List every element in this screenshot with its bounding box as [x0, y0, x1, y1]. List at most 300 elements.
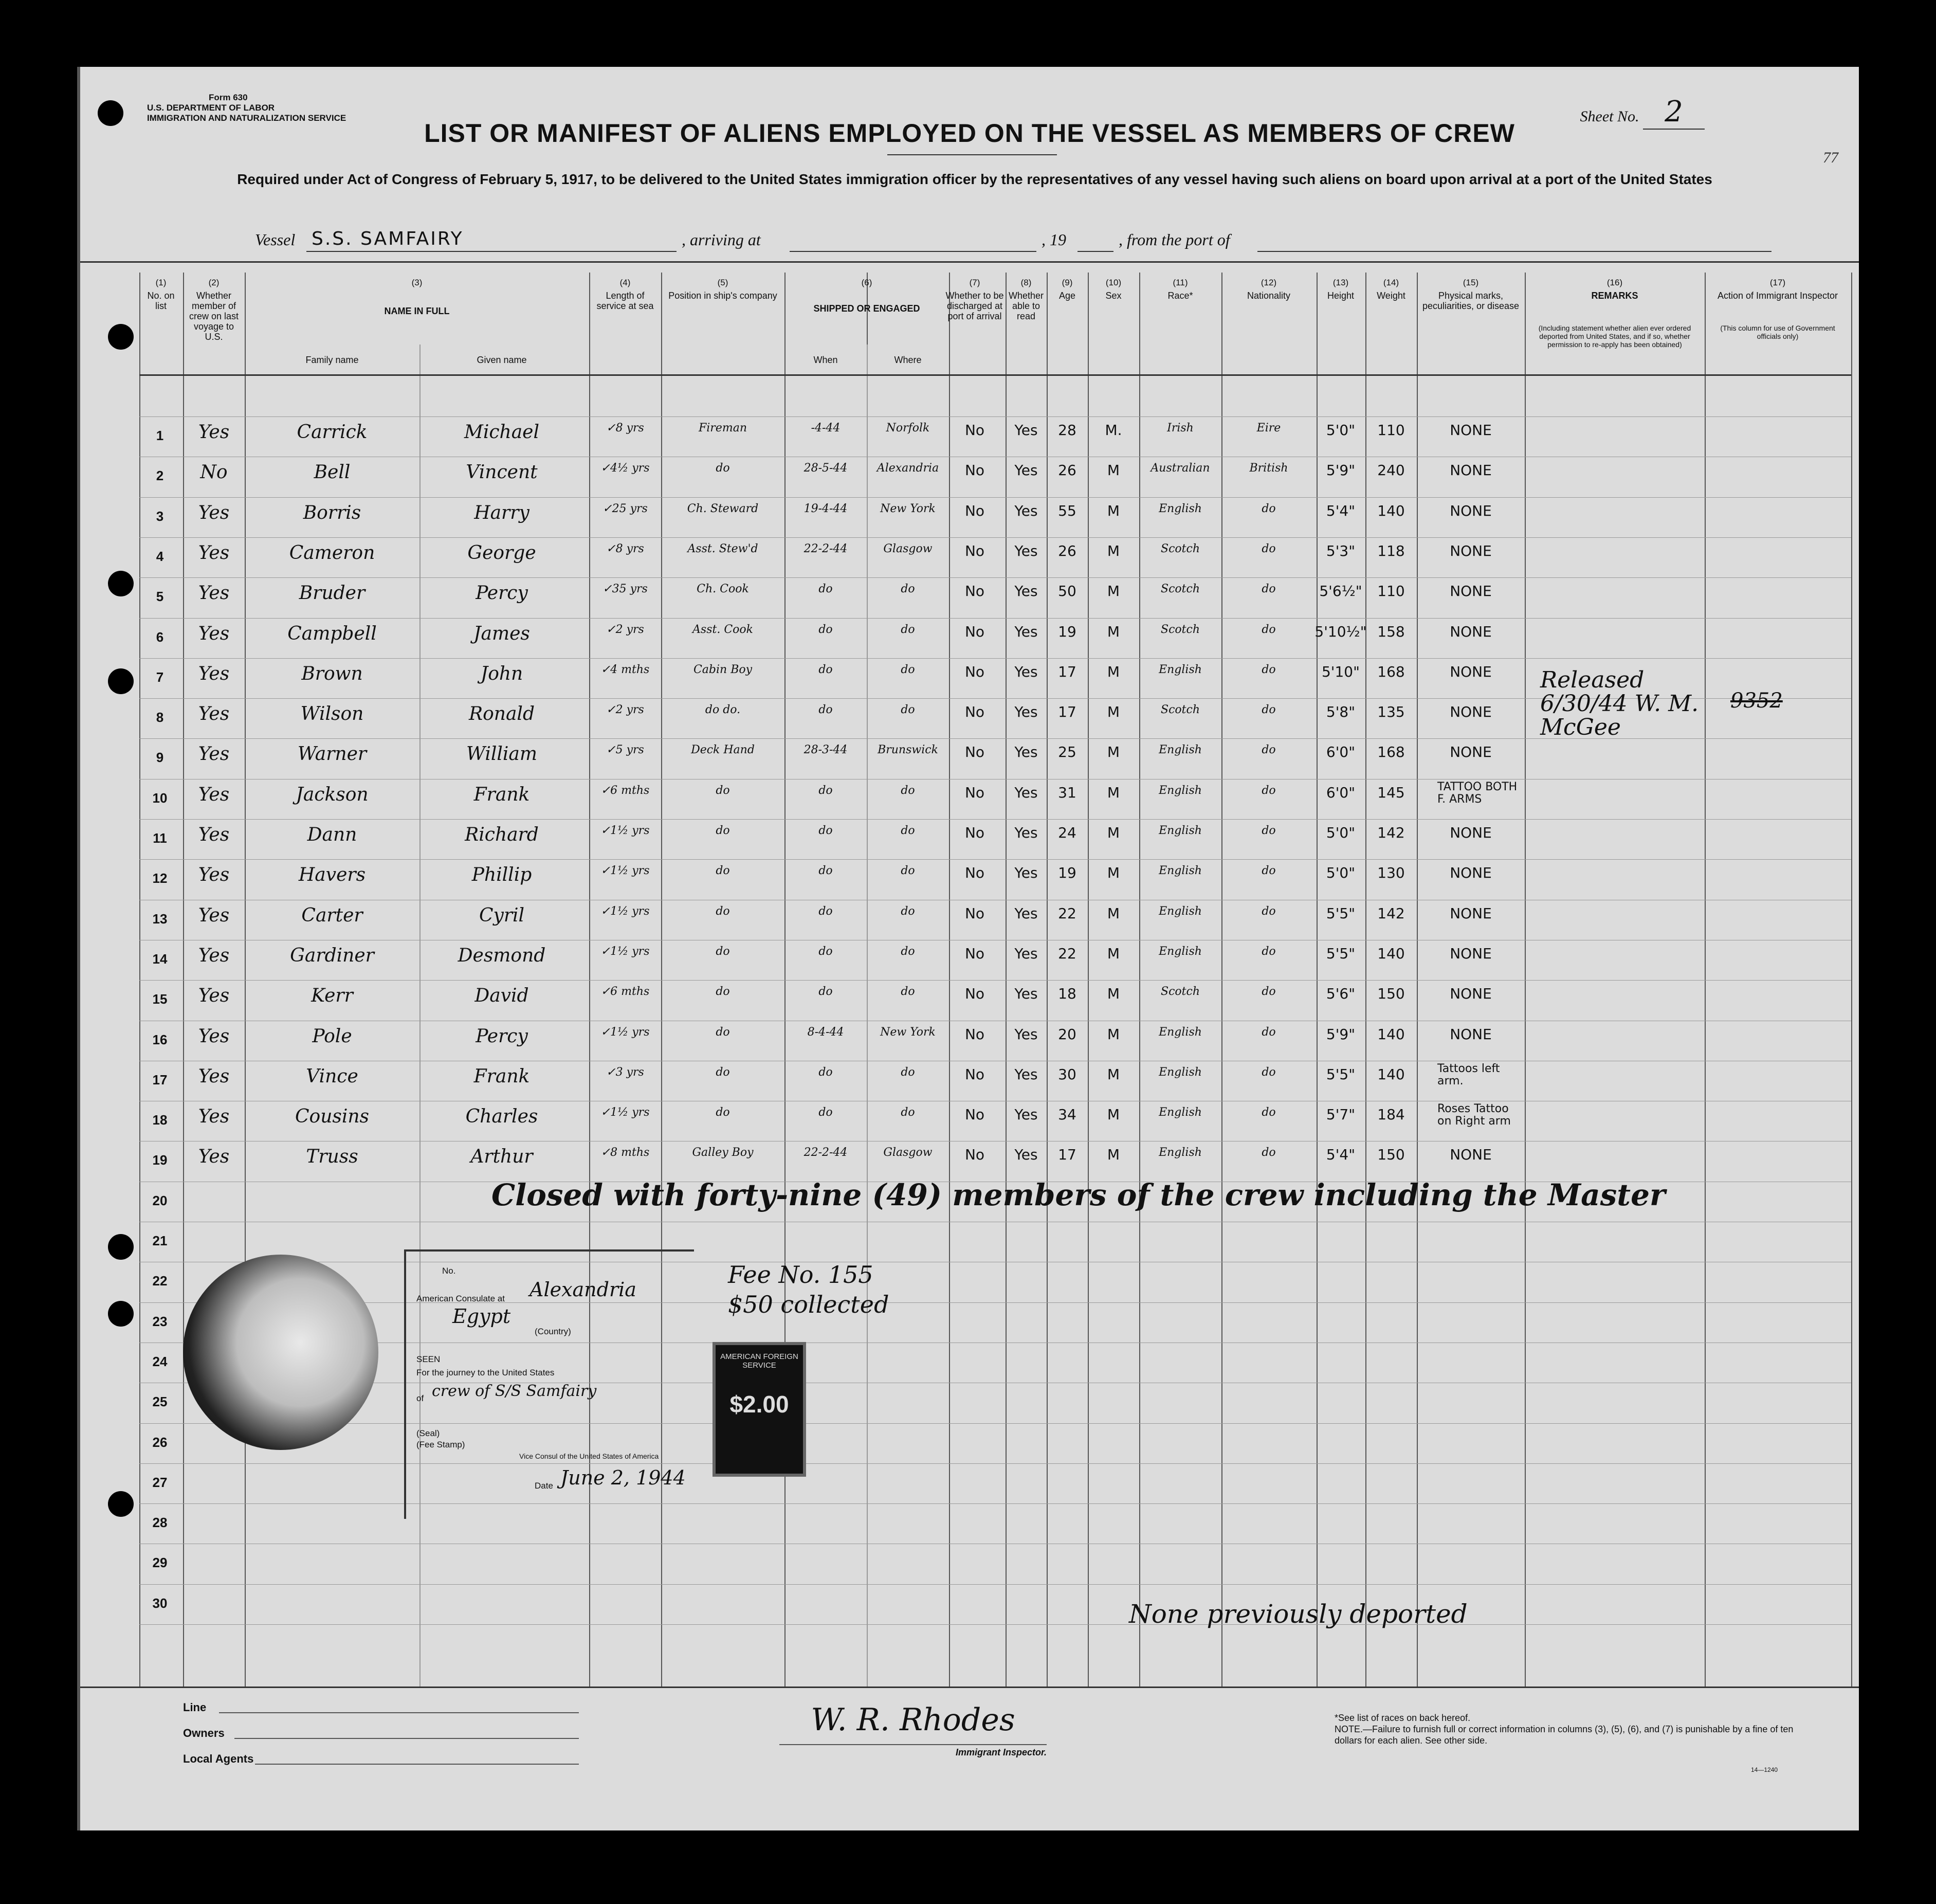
- cell-marks: NONE: [1450, 744, 1492, 761]
- cell-age: 26: [1058, 462, 1076, 479]
- cell-race: English: [1159, 824, 1202, 837]
- row-number: 23: [152, 1313, 168, 1329]
- agents-label: Local Agents: [183, 1752, 254, 1765]
- cell-race: English: [1159, 502, 1202, 515]
- cell-race: English: [1159, 945, 1202, 958]
- row-number: 6: [156, 629, 164, 645]
- cell-position: do: [716, 824, 730, 837]
- cell-discharged: No: [964, 1025, 985, 1043]
- cell-nationality: do: [1262, 985, 1276, 999]
- punch-hole: [108, 1301, 134, 1327]
- cell-given: Phillip: [471, 864, 532, 886]
- cell-marks: NONE: [1450, 985, 1492, 1003]
- column-number: (5): [717, 278, 728, 287]
- row-number: 4: [156, 548, 164, 564]
- cell-weight: 142: [1377, 904, 1405, 922]
- cell-where: do: [901, 864, 915, 878]
- journey-label: For the journey to the United States: [416, 1368, 555, 1377]
- cell-race: Scotch: [1161, 583, 1200, 596]
- column-header: Whether to be discharged at port of arrival: [945, 291, 1004, 321]
- cell-where: do: [901, 623, 915, 636]
- cell-nationality: do: [1262, 703, 1276, 717]
- column-header: Weight: [1377, 291, 1405, 301]
- cell-where: Alexandria: [876, 462, 939, 475]
- cell-given: Ronald: [469, 703, 535, 725]
- row-number: 7: [156, 669, 164, 685]
- column-number: (4): [619, 278, 631, 287]
- cell-sex: M.: [1105, 422, 1122, 439]
- column-rule: [1705, 273, 1706, 1687]
- cell-weight: 135: [1377, 703, 1405, 721]
- cell-prev: Yes: [198, 864, 230, 886]
- column-header: Height: [1327, 291, 1355, 301]
- cell-when: do: [818, 824, 833, 837]
- cell-marks: Roses Tattoo on Right arm: [1437, 1102, 1511, 1128]
- column-header: Action of Immigrant Inspector: [1717, 291, 1838, 301]
- revenue-stamp-value: $2.00: [729, 1391, 789, 1418]
- cell-age: 18: [1058, 985, 1076, 1003]
- column-rule: [183, 273, 184, 1687]
- cell-nationality: do: [1262, 583, 1276, 596]
- cell-age: 19: [1058, 864, 1076, 882]
- row-rule: [139, 1503, 1851, 1504]
- header-bottom-rule: [139, 374, 1851, 376]
- cell-age: 26: [1058, 542, 1076, 559]
- cell-height: 5'6": [1326, 985, 1356, 1003]
- cell-read: Yes: [1014, 502, 1038, 519]
- cell-when: do: [818, 663, 833, 676]
- column-header: NAME IN FULL: [384, 306, 450, 316]
- cell-where: New York: [880, 502, 936, 515]
- cell-service: ✓1½ yrs: [600, 1106, 650, 1119]
- row-rule: [139, 1423, 1851, 1424]
- row-number: 27: [152, 1474, 168, 1490]
- row-number: 8: [156, 710, 164, 726]
- cell-read: Yes: [1014, 462, 1038, 479]
- cell-age: 34: [1058, 1106, 1076, 1123]
- column-rule: [949, 273, 950, 1687]
- cell-sex: M: [1107, 744, 1120, 761]
- sub-column-rule: [867, 344, 868, 1687]
- cell-service: ✓4½ yrs: [600, 462, 650, 475]
- column-number: (8): [1020, 278, 1032, 287]
- cell-weight: 240: [1377, 462, 1405, 479]
- column-number: (1): [155, 278, 167, 287]
- cell-when: do: [818, 904, 833, 918]
- seal-label: (Seal): [416, 1428, 440, 1438]
- action-note: (This column for use of Government officials only): [1720, 324, 1835, 340]
- column-header: Race*: [1167, 291, 1193, 301]
- penalty-note: NOTE.—Failure to furnish full or correct information in columns (3), (5), (6), and (7) is punishable by a fine of ten dollars for each alien. See other side.: [1335, 1724, 1794, 1746]
- column-number: (13): [1332, 278, 1349, 287]
- cell-discharged: No: [964, 583, 985, 600]
- cell-given: George: [467, 542, 536, 564]
- cell-position: do: [716, 985, 730, 999]
- cell-discharged: No: [964, 542, 985, 559]
- cell-position: Ch. Steward: [687, 502, 759, 515]
- cell-height: 5'10": [1321, 663, 1360, 680]
- row-rule: [139, 1302, 1851, 1303]
- column-number: (10): [1105, 278, 1122, 287]
- row-number: 9: [156, 750, 164, 766]
- cell-when: do: [818, 1106, 833, 1119]
- cell-discharged: No: [964, 864, 985, 882]
- cell-age: 25: [1058, 744, 1076, 761]
- column-header: No. on list: [147, 291, 175, 311]
- punch-hole: [108, 1234, 134, 1260]
- year-label: , 19: [1042, 230, 1066, 249]
- cell-discharged: No: [964, 502, 985, 519]
- cell-race: Irish: [1167, 422, 1194, 434]
- margin-number: 77: [1823, 149, 1838, 166]
- cell-weight: 150: [1377, 985, 1405, 1003]
- where-header: Where: [894, 355, 922, 365]
- cell-age: 28: [1058, 422, 1076, 439]
- inspector-signature: W. R. Rhodes: [811, 1702, 1015, 1738]
- cell-where: do: [901, 1106, 915, 1119]
- cell-family: Campbell: [287, 623, 377, 644]
- page-subtitle: Required under Act of Congress of February 5, 1917, to be delivered to the United States immigration officer by the representatives of any vessel having such aliens on board upon arrival at a port of the United States: [237, 171, 1712, 187]
- cell-height: 5'5": [1326, 904, 1356, 922]
- cell-nationality: do: [1262, 864, 1276, 878]
- consular-seal: [183, 1255, 378, 1450]
- cell-prev: Yes: [198, 623, 230, 644]
- cell-when: do: [818, 864, 833, 878]
- cell-position: Deck Hand: [691, 744, 755, 757]
- cell-height: 5'0": [1326, 422, 1356, 439]
- cell-given: Frank: [473, 1065, 530, 1087]
- cell-weight: 110: [1377, 583, 1405, 600]
- cell-position: do: [716, 904, 730, 918]
- cell-read: Yes: [1014, 663, 1038, 680]
- row-number: 20: [152, 1192, 168, 1208]
- row-rule: [139, 859, 1851, 860]
- column-number: (3): [411, 278, 423, 287]
- cell-position: do: [716, 864, 730, 878]
- race-note: *See list of races on back hereof.: [1335, 1713, 1471, 1723]
- column-header: Nationality: [1247, 291, 1291, 301]
- cell-sex: M: [1107, 663, 1120, 680]
- cell-age: 24: [1058, 824, 1076, 841]
- cell-race: English: [1159, 1065, 1202, 1079]
- cell-read: Yes: [1014, 864, 1038, 882]
- cell-position: Asst. Cook: [692, 623, 753, 636]
- cell-sex: M: [1107, 985, 1120, 1003]
- of-value: crew of S/S Samfairy: [432, 1382, 597, 1400]
- fee-note: [728, 1260, 889, 1319]
- revenue-stamp-top: AMERICAN FOREIGN SERVICE: [720, 1352, 798, 1370]
- column-rule: [1088, 273, 1089, 1687]
- cell-race: English: [1159, 663, 1202, 676]
- cell-read: Yes: [1014, 583, 1038, 600]
- row-number: 28: [152, 1515, 168, 1531]
- page-title: LIST OR MANIFEST OF ALIENS EMPLOYED ON THE VESSEL AS MEMBERS OF CREW: [424, 119, 1515, 148]
- cell-service: ✓2 yrs: [606, 703, 644, 717]
- column-rule: [1047, 273, 1048, 1687]
- cell-service: ✓4 mths: [600, 663, 650, 676]
- cell-given: Vincent: [466, 462, 538, 483]
- cell-sex: M: [1107, 1065, 1120, 1083]
- cell-sex: M: [1107, 904, 1120, 922]
- cell-position: do: [716, 945, 730, 958]
- row-rule: [139, 980, 1851, 981]
- cell-prev: Yes: [198, 542, 230, 564]
- cell-prev: Yes: [198, 1025, 230, 1047]
- cell-race: Scotch: [1161, 985, 1200, 999]
- fee-collected: $50 collected: [728, 1291, 889, 1318]
- cell-when: do: [818, 703, 833, 717]
- department-label: U.S. DEPARTMENT OF LABOR: [147, 103, 275, 113]
- cell-discharged: No: [964, 1106, 985, 1123]
- cell-discharged: No: [964, 623, 985, 640]
- cell-sex: M: [1107, 1025, 1120, 1043]
- cell-height: 5'5": [1326, 945, 1356, 962]
- cell-weight: 140: [1377, 945, 1405, 962]
- line-rule: [219, 1712, 579, 1713]
- cell-family: Carrick: [297, 422, 368, 443]
- row-number: 2: [156, 468, 164, 484]
- cell-prev: Yes: [198, 985, 230, 1007]
- cell-marks: NONE: [1450, 824, 1492, 841]
- cell-marks: NONE: [1450, 502, 1492, 519]
- cell-height: 6'0": [1326, 744, 1356, 761]
- cell-marks: NONE: [1450, 703, 1492, 721]
- cell-service: ✓6 mths: [600, 985, 650, 999]
- cell-where: Glasgow: [883, 542, 933, 555]
- row-number: 30: [152, 1595, 168, 1611]
- cell-prev: Yes: [198, 502, 230, 523]
- cell-when: do: [818, 784, 833, 797]
- row-number: 10: [152, 790, 168, 806]
- title-divider: [887, 154, 1057, 155]
- cell-service: ✓1½ yrs: [600, 824, 650, 837]
- cell-age: 22: [1058, 945, 1076, 962]
- row-number: 14: [152, 951, 168, 967]
- cell-where: Norfolk: [886, 422, 930, 434]
- cell-family: Gardiner: [290, 945, 374, 966]
- column-rule: [1006, 273, 1007, 1687]
- cell-position: do: [716, 462, 730, 475]
- header-rule: [80, 261, 1859, 263]
- cell-given: Cyril: [479, 904, 525, 926]
- cell-race: English: [1159, 1146, 1202, 1159]
- cell-prev: Yes: [198, 1065, 230, 1087]
- cell-position: do: [716, 784, 730, 797]
- cell-discharged: No: [964, 1146, 985, 1164]
- cell-family: Cameron: [289, 542, 375, 564]
- cell-position: Galley Boy: [692, 1146, 754, 1159]
- cell-age: 17: [1058, 703, 1076, 721]
- cell-nationality: do: [1262, 1146, 1276, 1159]
- cell-nationality: do: [1262, 784, 1276, 797]
- cell-given: James: [473, 623, 530, 644]
- cell-age: 30: [1058, 1065, 1076, 1083]
- cell-when: 28-5-44: [803, 462, 848, 475]
- row-number: 16: [152, 1031, 168, 1047]
- cell-given: David: [474, 985, 529, 1007]
- cell-nationality: do: [1262, 904, 1276, 918]
- cell-read: Yes: [1014, 623, 1038, 640]
- column-header: REMARKS: [1591, 291, 1638, 301]
- form-label: Form 630: [209, 93, 248, 102]
- cell-discharged: No: [964, 703, 985, 721]
- cell-nationality: Eire: [1256, 422, 1281, 434]
- cell-sex: M: [1107, 542, 1120, 559]
- cell-height: 5'0": [1326, 824, 1356, 841]
- cell-weight: 142: [1377, 824, 1405, 841]
- row-rule: [139, 1624, 1851, 1625]
- cell-when: do: [818, 985, 833, 999]
- none-previously-deported: None previously deported: [1129, 1599, 1468, 1629]
- cell-race: English: [1159, 1025, 1202, 1039]
- cell-when: do: [818, 623, 833, 636]
- cell-given: Arthur: [470, 1146, 533, 1168]
- row-number: 15: [152, 991, 168, 1007]
- row-number: 19: [152, 1152, 168, 1168]
- cell-position: do: [716, 1106, 730, 1119]
- when-header: When: [813, 355, 838, 365]
- cell-prev: Yes: [198, 1106, 230, 1128]
- cell-height: 6'0": [1326, 784, 1356, 801]
- cell-prev: Yes: [198, 945, 230, 966]
- column-header: SHIPPED OR ENGAGED: [813, 303, 920, 314]
- column-rule: [1317, 273, 1318, 1687]
- cell-marks: NONE: [1450, 623, 1492, 640]
- column-rule: [1139, 273, 1140, 1687]
- cell-family: Havers: [298, 864, 366, 886]
- row-rule: [139, 1584, 1851, 1585]
- cell-when: do: [818, 945, 833, 958]
- column-number: (14): [1383, 278, 1399, 287]
- manifest-sheet: [77, 67, 1859, 1830]
- cell-sex: M: [1107, 703, 1120, 721]
- cell-where: Glasgow: [883, 1146, 933, 1159]
- cell-marks: NONE: [1450, 1146, 1492, 1164]
- cell-read: Yes: [1014, 1025, 1038, 1043]
- row-number: 13: [152, 911, 168, 927]
- cell-family: Borris: [303, 502, 361, 523]
- cell-height: 5'8": [1326, 703, 1356, 721]
- column-header: Whether member of crew on last voyage to U.S.: [189, 291, 239, 342]
- cell-when: 19-4-44: [803, 502, 848, 515]
- cell-family: Cousins: [295, 1106, 370, 1128]
- cell-marks: NONE: [1450, 945, 1492, 962]
- row-rule: [139, 1463, 1851, 1464]
- cell-discharged: No: [964, 904, 985, 922]
- column-rule: [1221, 273, 1222, 1687]
- of-label: of: [416, 1393, 424, 1403]
- column-header: Position in ship's company: [668, 291, 777, 301]
- cell-where: do: [901, 824, 915, 837]
- cell-weight: 118: [1377, 542, 1405, 559]
- column-number: (6): [861, 278, 872, 287]
- cell-weight: 140: [1377, 1025, 1405, 1043]
- owners-label: Owners: [183, 1727, 225, 1739]
- cell-age: 50: [1058, 583, 1076, 600]
- sheet-number-label: Sheet No.: [1580, 108, 1639, 125]
- arriving-label: , arriving at: [682, 230, 761, 249]
- agents-rule: [255, 1764, 579, 1765]
- cell-family: Wilson: [300, 703, 364, 725]
- cell-when: do: [818, 1065, 833, 1079]
- punch-hole: [108, 668, 134, 694]
- cell-position: do do.: [705, 703, 741, 717]
- cell-weight: 140: [1377, 502, 1405, 519]
- cell-sex: M: [1107, 462, 1120, 479]
- grid-bottom-rule: [80, 1687, 1859, 1688]
- cell-prev: No: [200, 462, 228, 483]
- cell-age: 20: [1058, 1025, 1076, 1043]
- cell-sex: M: [1107, 1106, 1120, 1123]
- column-number: (7): [969, 278, 980, 287]
- cell-where: do: [901, 904, 915, 918]
- given-name-header: Given name: [477, 355, 527, 365]
- cell-family: Truss: [306, 1146, 358, 1168]
- cell-height: 5'10½": [1314, 623, 1367, 640]
- cell-age: 17: [1058, 663, 1076, 680]
- row-rule: [139, 537, 1851, 538]
- cell-sex: M: [1107, 1146, 1120, 1164]
- cell-race: Australian: [1150, 462, 1210, 475]
- cell-height: 5'4": [1326, 502, 1356, 519]
- column-rule: [139, 273, 140, 1687]
- cell-service: ✓25 yrs: [602, 502, 648, 515]
- cell-marks: NONE: [1450, 422, 1492, 439]
- column-header: Whether able to read: [1008, 291, 1044, 321]
- cell-given: Percy: [476, 583, 528, 604]
- cell-discharged: No: [964, 985, 985, 1003]
- cell-height: 5'9": [1326, 462, 1356, 479]
- cell-nationality: do: [1262, 824, 1276, 837]
- cell-sex: M: [1107, 502, 1120, 519]
- cell-service: ✓1½ yrs: [600, 1025, 650, 1039]
- cell-weight: 150: [1377, 1146, 1405, 1164]
- inspector-rule: [779, 1744, 1047, 1745]
- footer-notes: [1335, 1712, 1797, 1746]
- cell-when: 8-4-44: [807, 1025, 844, 1039]
- consulate-country: Egypt: [452, 1305, 511, 1328]
- cell-race: Scotch: [1161, 623, 1200, 636]
- column-number: (9): [1062, 278, 1073, 287]
- cell-discharged: No: [964, 422, 985, 439]
- column-number: (2): [208, 278, 220, 287]
- punch-hole: [98, 100, 123, 126]
- vessel-name: S.S. SAMFAIRY: [312, 228, 464, 249]
- year-rule: [1077, 251, 1113, 252]
- cell-given: William: [466, 744, 538, 765]
- cell-nationality: do: [1262, 623, 1276, 636]
- cell-race: English: [1159, 904, 1202, 918]
- cell-height: 5'7": [1326, 1106, 1356, 1123]
- cell-height: 5'4": [1326, 1146, 1356, 1164]
- cell-position: do: [716, 1025, 730, 1039]
- cell-family: Jackson: [296, 784, 369, 805]
- arriving-rule: [790, 251, 1036, 252]
- punch-hole: [108, 571, 134, 596]
- cell-read: Yes: [1014, 422, 1038, 439]
- row-number: 1: [156, 428, 164, 443]
- cell-nationality: do: [1262, 1065, 1276, 1079]
- released-note: Released 6/30/44 W. M. McGee: [1540, 667, 1699, 740]
- cell-where: do: [901, 1065, 915, 1079]
- cell-position: do: [716, 1065, 730, 1079]
- cell-read: Yes: [1014, 542, 1038, 559]
- cell-given: Frank: [473, 784, 530, 805]
- cell-marks: Tattoos left arm.: [1437, 1062, 1500, 1087]
- cell-nationality: do: [1262, 502, 1276, 515]
- cell-read: Yes: [1014, 945, 1038, 962]
- cell-where: Brunswick: [878, 744, 938, 757]
